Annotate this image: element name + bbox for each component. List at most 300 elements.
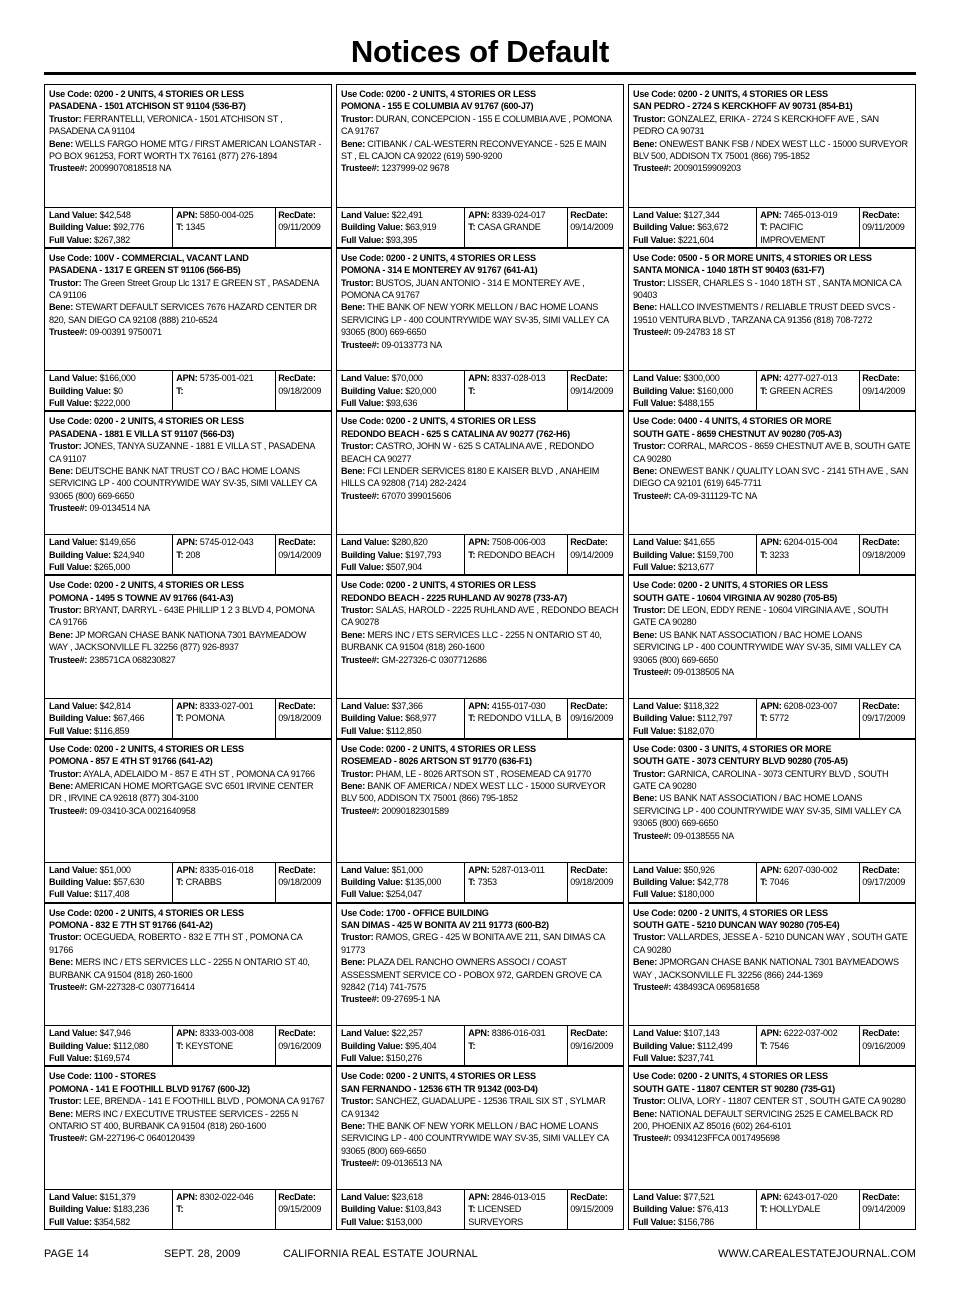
full-value-line: [341, 725, 462, 737]
tract-line: [176, 1203, 273, 1215]
bene-value: PLAZA DEL RANCHO OWNERS ASSOCI / COAST ASSESSMENT SERVICE CO - POBOX 972, GARDEN GROVE CA 92842 (714) 741-7575: [341, 957, 602, 992]
notice-body: [336, 903, 624, 1026]
notice-listing: [44, 739, 332, 903]
value-cell: [337, 208, 464, 247]
trustee-label: Trustee#:: [341, 654, 380, 665]
apn-line: [468, 372, 565, 384]
apn-line: [760, 536, 857, 548]
footer-url: WWW.CAREALESTATEJOURNAL.COM: [718, 1248, 916, 1260]
trustor-label: Trustor:: [633, 441, 666, 452]
bene-value: AMERICAN HOME MORTGAGE SVC 6501 IRVINE CENTER DR , IRVINE CA 92618 (877) 304-3100: [49, 781, 314, 804]
beneficiary-line: [341, 956, 619, 993]
trustor-label: Trustor:: [633, 1096, 666, 1107]
tract-value: 7546: [769, 1040, 789, 1051]
recdate-cell: [275, 1190, 331, 1229]
bene-label: Bene:: [633, 793, 658, 804]
full-value: $182,070: [678, 725, 714, 736]
value-cell: [629, 208, 756, 247]
tract-value: PACIFIC IMPROVEMENT: [760, 222, 826, 245]
apn-line: [760, 864, 857, 876]
beneficiary-line: [633, 301, 911, 326]
trustor-line: [341, 1095, 619, 1120]
apn-value: 6208-023-007: [783, 700, 838, 711]
bene-label: Bene:: [341, 138, 366, 149]
use-code: Use Code: 0300 - 3 UNITS, 4 STORIES OR MORE: [633, 743, 832, 754]
apn-cell: [464, 1026, 567, 1065]
notice-listing: [336, 84, 624, 248]
trustee-label: Trustee#:: [633, 1133, 672, 1144]
values-row: [628, 862, 916, 903]
apn-label: APN:: [760, 700, 782, 711]
building-value-line: [341, 221, 462, 233]
land-value-line: [341, 536, 462, 548]
notice-body: [44, 411, 332, 534]
apn-label: APN:: [760, 1191, 782, 1202]
trustee-value: 1237999-02 9678: [381, 163, 450, 174]
trustor-line: [49, 277, 327, 302]
recdate-value: 09/18/2009: [278, 385, 322, 396]
land-value: $42,548: [99, 209, 131, 220]
use-code: Use Code: 0200 - 2 UNITS, 4 STORIES OR LESS: [633, 1071, 828, 1082]
bene-value: US BANK NAT ASSOCIATION / BAC HOME LOANS SERVICING LP - 400 COUNTRYWIDE WAY SV-35, SIMI VALLEY CA 93065 (800) 669-6650: [633, 629, 901, 665]
full-label: Full Value:: [633, 1216, 676, 1227]
building-label: Building Value:: [341, 713, 403, 724]
trustor-label: Trustor:: [341, 1096, 374, 1107]
apn-line: [176, 536, 273, 548]
trustor-label: Trustor:: [341, 113, 374, 124]
tract-label: T:: [176, 1040, 184, 1051]
values-row: [628, 370, 916, 411]
property-address: SOUTH GATE - 8659 CHESTNUT AV 90280 (705-A3): [633, 428, 842, 439]
notice-listing: [44, 411, 332, 575]
full-value-line: [341, 561, 462, 573]
page-footer: [44, 1248, 916, 1262]
building-value: $160,000: [697, 385, 734, 396]
trustor-value: OCEGUEDA, ROBERTO - 832 E 7TH ST , POMONA CA 91766: [49, 932, 303, 955]
trustor-value: GARNICA, CAROLINA - 3073 CENTURY BLVD , SOUTH GATE CA 90280: [633, 768, 889, 792]
recdate-label: RecDate:: [278, 373, 316, 384]
use-code: Use Code: 0200 - 2 UNITS, 4 STORIES OR LESS: [341, 252, 536, 263]
property-address: REDONDO BEACH - 2225 RUHLAND AV 90278 (733-A7): [341, 592, 568, 603]
notice-body: [628, 248, 916, 371]
apn-value: 6204-015-004: [783, 537, 838, 548]
apn-cell: [464, 863, 567, 902]
full-value: $213,677: [678, 561, 714, 572]
value-cell: [337, 535, 464, 574]
trustee-line: [49, 502, 327, 514]
tract-line: [760, 549, 857, 561]
use-code: Use Code: 0200 - 2 UNITS, 4 STORIES OR LESS: [49, 416, 244, 427]
apn-line: [176, 209, 273, 221]
apn-line: [760, 700, 857, 712]
notice-listing: [44, 84, 332, 248]
trustor-value: SALAS, HAROLD - 2225 RUHLAND AVE , REDONDO BEACH CA 90278: [341, 604, 619, 628]
trustee-line: [633, 490, 911, 502]
apn-cell: [464, 208, 567, 247]
use-code: Use Code: 0200 - 2 UNITS, 4 STORIES OR LESS: [633, 907, 828, 918]
recdate-value: 09/15/2009: [278, 1204, 322, 1215]
trustee-value: GM-227326-C 0307712686: [381, 654, 487, 665]
tract-value: 7046: [769, 876, 789, 887]
notice-body: [336, 84, 624, 207]
land-label: Land Value:: [341, 537, 390, 548]
full-value-line: [341, 397, 462, 409]
building-label: Building Value:: [49, 876, 111, 887]
tract-line: [468, 221, 565, 233]
apn-value: 7508-006-003: [491, 537, 546, 548]
use-code: Use Code: 0200 - 2 UNITS, 4 STORIES OR LESS: [341, 1071, 536, 1082]
trustor-label: Trustor:: [633, 277, 666, 288]
apn-value: 5850-004-025: [199, 209, 254, 220]
recdate-value: 09/18/2009: [862, 549, 906, 560]
full-value: $354,582: [94, 1216, 130, 1227]
bene-label: Bene:: [341, 957, 366, 968]
full-value: $112,850: [386, 725, 422, 736]
building-label: Building Value:: [633, 385, 695, 396]
notice-listing: [44, 1066, 332, 1230]
recdate-cell: [859, 535, 915, 574]
bene-value: WELLS FARGO HOME MTG / FIRST AMERICAN LOANSTAR - PO BOX 961253, FORT WORTH TX 76161 (877) 276-1894: [49, 138, 322, 162]
notice-body: [44, 84, 332, 207]
property-address: SAN DIMAS - 425 W BONITA AV 211 91773 (600-B2): [341, 919, 549, 930]
land-label: Land Value:: [633, 1191, 682, 1202]
property-address: PASADENA - 1317 E GREEN ST 91106 (566-B5): [49, 265, 241, 276]
value-cell: [45, 535, 172, 574]
tract-line: [468, 1040, 565, 1052]
apn-cell: [172, 371, 275, 410]
land-label: Land Value:: [633, 1028, 682, 1039]
recdate-value: 09/11/2009: [278, 222, 321, 233]
notices-grid: [44, 84, 916, 1230]
bene-value: JP MORGAN CHASE BANK NATIONA 7301 BAYMEADOW WAY , JACKSONVILLE FL 32256 (877) 926-8937: [49, 629, 307, 653]
trustor-line: [633, 113, 911, 138]
land-value: $42,814: [99, 700, 131, 711]
recdate-value: 09/14/2009: [278, 549, 322, 560]
apn-line: [176, 1027, 273, 1039]
bene-label: Bene:: [633, 957, 658, 968]
tract-label: T:: [468, 549, 476, 560]
value-cell: [45, 1026, 172, 1065]
trustor-label: Trustor:: [633, 113, 666, 124]
beneficiary-line: [49, 465, 327, 502]
land-label: Land Value:: [633, 373, 682, 384]
full-label: Full Value:: [49, 398, 92, 409]
property-address: SOUTH GATE - 11807 CENTER ST 90280 (735-G1): [633, 1083, 835, 1094]
trustor-value: DE LEON, EDDY RENE - 10604 VIRGINIA AVE , SOUTH GATE CA 90280: [633, 604, 889, 628]
recdate-label: RecDate:: [278, 864, 316, 875]
full-value-line: [341, 1052, 462, 1064]
full-label: Full Value:: [633, 1053, 676, 1064]
recdate-cell: [275, 535, 331, 574]
apn-cell: [172, 1026, 275, 1065]
trustee-value: GM-227196-C 0640120439: [89, 1133, 195, 1144]
recdate-cell: [567, 535, 623, 574]
bene-label: Bene:: [49, 138, 74, 149]
bene-label: Bene:: [49, 1108, 74, 1119]
trustor-label: Trustor:: [49, 113, 82, 124]
recdate-value: 09/18/2009: [570, 876, 614, 887]
building-value: $135,000: [405, 876, 442, 887]
apn-line: [468, 1027, 565, 1039]
notice-listing: [628, 903, 916, 1067]
tract-label: T:: [760, 385, 768, 396]
apn-cell: [756, 863, 859, 902]
trustee-value: 09-0138505 NA: [673, 666, 734, 677]
trustee-value: GM-227328-C 0307716414: [89, 982, 195, 992]
apn-label: APN:: [468, 700, 490, 711]
apn-cell: [172, 863, 275, 902]
building-value-line: [49, 1203, 170, 1215]
full-label: Full Value:: [633, 561, 676, 572]
bene-value: MERS INC / ETS SERVICES LLC - 2255 N ONTARIO ST 40, BURBANK CA 91504 (818) 260-1600: [49, 957, 310, 980]
use-code: Use Code: 1100 - STORES: [49, 1071, 156, 1082]
land-value-line: [633, 864, 754, 876]
trustee-value: 09-27695-1 NA: [381, 994, 440, 1005]
recdate-value: 09/17/2009: [862, 876, 906, 887]
trustee-value: 09-24783 18 ST: [673, 327, 736, 338]
building-value-line: [49, 876, 170, 888]
values-row: [44, 370, 332, 411]
apn-line: [468, 209, 565, 221]
apn-label: APN:: [176, 209, 198, 220]
trustor-value: AYALA, ADELAIDO M - 857 E 4TH ST , POMONA CA 91766: [83, 768, 315, 779]
apn-cell: [172, 1190, 275, 1229]
notice-listing: [44, 903, 332, 1067]
building-value-line: [341, 712, 462, 724]
land-label: Land Value:: [49, 1191, 98, 1202]
recdate-cell: [859, 208, 915, 247]
land-label: Land Value:: [341, 373, 390, 384]
property-address: SOUTH GATE - 5210 DUNCAN WAY 90280 (705-E4): [633, 919, 840, 930]
recdate-label: RecDate:: [570, 537, 608, 548]
recdate-value: 09/14/2009: [570, 549, 614, 560]
notice-body: [628, 903, 916, 1026]
apn-value: 8302-022-046: [199, 1191, 254, 1202]
beneficiary-line: [341, 1120, 619, 1157]
tract-value: GREEN ACRES: [769, 385, 833, 396]
title-rule: [44, 72, 916, 75]
land-value: $51,000: [99, 864, 131, 875]
apn-label: APN:: [760, 537, 782, 548]
trustor-line: [49, 1095, 327, 1107]
tract-value: POMONA: [185, 713, 225, 724]
property-address: REDONDO BEACH - 625 S CATALINA AV 90277 (762-H6): [341, 428, 570, 439]
apn-value: 8335-016-018: [199, 864, 254, 875]
bene-label: Bene:: [49, 957, 74, 968]
trustee-label: Trustee#:: [341, 163, 380, 174]
building-label: Building Value:: [49, 1204, 111, 1215]
property-address: POMONA - 155 E COLUMBIA AV 91767 (600-J7): [341, 101, 534, 112]
trustee-label: Trustee#:: [633, 490, 672, 501]
bene-label: Bene:: [49, 629, 74, 640]
bene-label: Bene:: [341, 629, 366, 640]
full-value: $265,000: [94, 561, 130, 572]
trustor-label: Trustor:: [49, 768, 82, 779]
apn-label: APN:: [760, 373, 782, 384]
bene-label: Bene:: [633, 466, 658, 477]
full-label: Full Value:: [633, 889, 676, 900]
notice-body: [336, 411, 624, 534]
land-label: Land Value:: [341, 1028, 390, 1039]
use-code: Use Code: 0500 - 5 OR MORE UNITS, 4 STORIES OR LESS: [633, 252, 872, 263]
use-code: Use Code: 0200 - 2 UNITS, 4 STORIES OR LESS: [341, 743, 536, 754]
trustor-label: Trustor:: [341, 277, 374, 288]
notice-body: [44, 575, 332, 698]
values-row: [336, 862, 624, 903]
tract-label: T:: [760, 1040, 768, 1051]
trustee-value: 09-0138555 NA: [673, 830, 734, 841]
trustor-line: [49, 931, 327, 956]
recdate-cell: [275, 1026, 331, 1065]
full-label: Full Value:: [49, 889, 92, 900]
full-value-line: [633, 725, 754, 737]
building-label: Building Value:: [341, 1040, 403, 1051]
tract-value: CASA GRANDE: [477, 222, 541, 233]
building-label: Building Value:: [341, 1204, 403, 1215]
full-label: Full Value:: [49, 1216, 92, 1227]
trustee-line: [633, 830, 911, 842]
notice-body: [336, 1066, 624, 1189]
full-value: $254,047: [386, 889, 422, 900]
recdate-label: RecDate:: [278, 700, 316, 711]
apn-cell: [756, 208, 859, 247]
value-cell: [629, 699, 756, 738]
land-value-line: [49, 864, 170, 876]
land-value: $50,926: [683, 864, 715, 875]
trustee-line: [49, 981, 327, 993]
trustor-line: [49, 113, 327, 138]
tract-line: [176, 1040, 273, 1052]
trustee-label: Trustee#:: [341, 805, 380, 816]
trustee-line: [633, 1132, 911, 1144]
recdate-value: 09/14/2009: [570, 385, 614, 396]
building-label: Building Value:: [633, 876, 695, 887]
beneficiary-line: [49, 301, 327, 326]
trustor-value: SANCHEZ, GUADALUPE - 12536 TRAIL SIX ST , SYLMAR CA 91342: [341, 1096, 606, 1119]
building-value-line: [49, 1040, 170, 1052]
building-value: $20,000: [405, 385, 437, 396]
apn-line: [760, 372, 857, 384]
trustee-label: Trustee#:: [341, 490, 380, 501]
trustee-value: 09-0133773 NA: [381, 339, 442, 350]
bene-value: THE BANK OF NEW YORK MELLON / BAC HOME LOANS SERVICING LP - 400 COUNTRYWIDE WAY SV-35, SIMI VALLEY CA 93065 (800) 669-6650: [341, 1120, 609, 1156]
tract-value: 7353: [477, 876, 497, 887]
land-value: $127,344: [683, 209, 720, 220]
building-value: $112,797: [697, 713, 733, 724]
use-code: Use Code: 0200 - 2 UNITS, 4 STORIES OR LESS: [49, 743, 244, 754]
recdate-cell: [567, 699, 623, 738]
bene-label: Bene:: [341, 302, 366, 313]
full-value-line: [633, 1052, 754, 1064]
building-value-line: [341, 385, 462, 397]
apn-line: [760, 1027, 857, 1039]
beneficiary-line: [49, 629, 327, 654]
land-value-line: [633, 1027, 754, 1039]
trustee-line: [49, 1132, 327, 1144]
trustor-line: [633, 604, 911, 629]
full-value: $156,786: [678, 1216, 714, 1227]
value-cell: [337, 371, 464, 410]
building-value: $183,236: [113, 1204, 150, 1215]
building-label: Building Value:: [49, 385, 111, 396]
trustee-line: [341, 162, 619, 174]
apn-cell: [756, 1026, 859, 1065]
trustor-label: Trustor:: [633, 932, 666, 943]
bene-value: NATIONAL DEFAULT SERVICING 2525 E CAMELBACK RD 200, PHOENIX AZ 85016 (602) 264-6101: [633, 1108, 893, 1131]
property-address: SOUTH GATE - 10604 VIRGINIA AV 90280 (705-B5): [633, 592, 838, 603]
apn-label: APN:: [176, 700, 198, 711]
trustor-label: Trustor:: [341, 604, 374, 615]
land-value-line: [49, 700, 170, 712]
trustor-line: [633, 440, 911, 465]
beneficiary-line: [633, 465, 911, 490]
bene-label: Bene:: [49, 466, 74, 477]
land-label: Land Value:: [49, 700, 98, 711]
apn-value: 5735-001-021: [199, 373, 254, 384]
value-cell: [629, 535, 756, 574]
apn-cell: [756, 1190, 859, 1229]
recdate-label: RecDate:: [570, 864, 608, 875]
building-value: $0: [113, 385, 123, 396]
full-label: Full Value:: [49, 234, 92, 245]
apn-value: 8337-028-013: [491, 373, 546, 384]
trustee-line: [49, 326, 327, 338]
footer-page-number: PAGE 14: [44, 1248, 89, 1260]
apn-value: 4155-017-030: [491, 700, 546, 711]
full-value-line: [49, 725, 170, 737]
tract-label: T:: [760, 876, 768, 887]
apn-line: [176, 700, 273, 712]
notice-listing: [336, 575, 624, 739]
notice-listing: [336, 248, 624, 412]
tract-line: [468, 1203, 565, 1228]
apn-cell: [464, 699, 567, 738]
use-code: Use Code: 0200 - 2 UNITS, 4 STORIES OR LESS: [49, 907, 244, 918]
trustor-line: [633, 1095, 911, 1107]
notice-body: [628, 411, 916, 534]
trustee-line: [633, 666, 911, 678]
land-value-line: [341, 209, 462, 221]
use-code: Use Code: 0200 - 2 UNITS, 4 STORIES OR LESS: [49, 580, 244, 591]
trustor-label: Trustor:: [49, 277, 82, 288]
recdate-value: 09/18/2009: [278, 876, 322, 887]
trustee-label: Trustee#:: [341, 1158, 380, 1169]
value-cell: [45, 371, 172, 410]
notice-listing: [628, 411, 916, 575]
full-value-line: [633, 561, 754, 573]
building-value-line: [633, 1203, 754, 1215]
use-code: Use Code: 1700 - OFFICE BUILDING: [341, 907, 489, 918]
property-address: PASADENA - 1501 ATCHISON ST 91104 (536-B7): [49, 101, 246, 112]
notice-listing: [336, 411, 624, 575]
building-value: $112,499: [697, 1040, 733, 1051]
apn-value: 7465-013-019: [783, 209, 838, 220]
beneficiary-line: [633, 1108, 911, 1133]
tract-line: [468, 385, 565, 397]
land-label: Land Value:: [49, 864, 98, 875]
land-value: $47,946: [99, 1028, 131, 1039]
value-cell: [629, 1026, 756, 1065]
values-row: [336, 207, 624, 248]
full-value-line: [49, 234, 170, 246]
bene-label: Bene:: [341, 781, 366, 792]
apn-label: APN:: [760, 1028, 782, 1039]
use-code: Use Code: 0200 - 2 UNITS, 4 STORIES OR LESS: [341, 89, 536, 99]
recdate-value: 09/14/2009: [862, 385, 906, 396]
values-row: [44, 1189, 332, 1230]
building-value: $103,843: [405, 1204, 442, 1215]
value-cell: [45, 699, 172, 738]
